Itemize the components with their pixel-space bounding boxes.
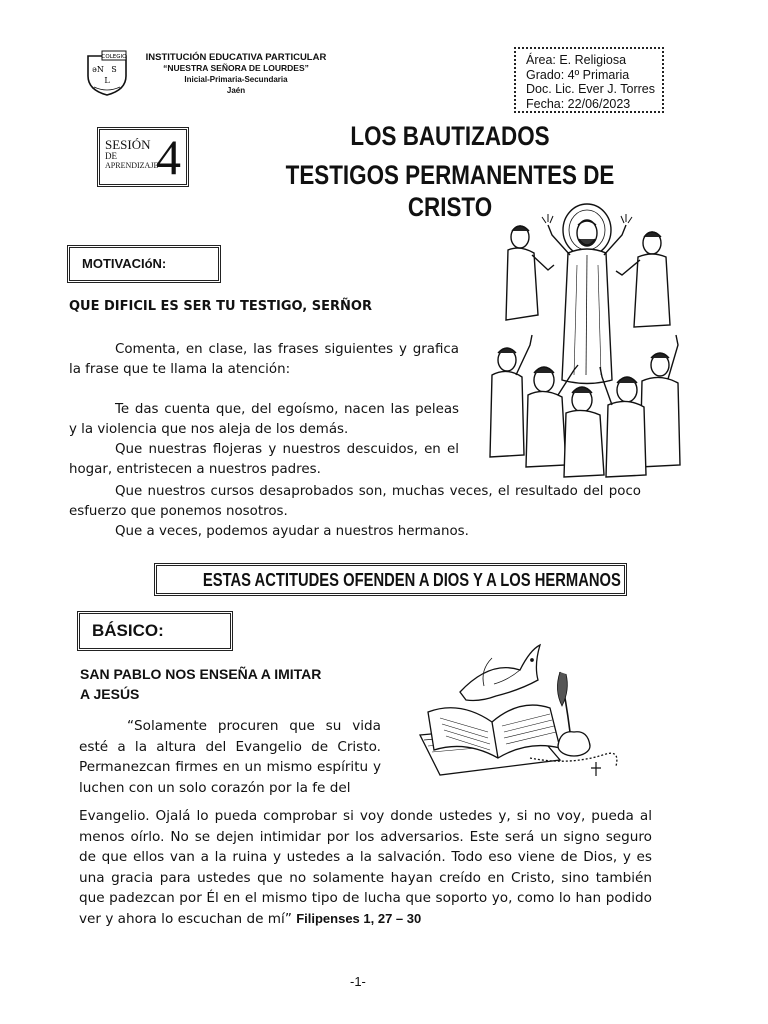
- basic-heading-line1: SAN PABLO NOS ENSEÑA A IMITAR: [80, 666, 322, 682]
- basic-heading: [80, 664, 321, 704]
- info-date: Fecha: 22/06/2023: [526, 96, 631, 111]
- scripture-quote-part1: “Solamente procuren que su vida esté a la altura del Evangelio de Cristo. Permanezcan firmes en un mismo espíritu y luchen con un solo corazón por la fe del: [79, 718, 381, 796]
- svg-text:ǝN: ǝN: [92, 65, 104, 74]
- motivation-paragraph: Que nuestros cursos desaprobados son, muchas veces, el resultado del poco esfuerzo que ponemos nosotros.: [69, 484, 641, 519]
- bible-dove-quill-illustration: [410, 640, 630, 790]
- institution-header: [136, 52, 336, 96]
- institution-subname: “NUESTRA SEÑORA DE LOURDES”: [163, 63, 309, 73]
- session-de: DE: [105, 151, 117, 161]
- motivation-label: MOTIVACIóN:: [82, 256, 167, 271]
- scripture-quote-text: Evangelio. Ojalá lo pueda comprobar si voy donde ustedes y, si no voy, pueda al menos oírlo. No se dejen intimidar por los adversarios. Este será un signo seguro de que ellos van a la ruina y ustedes a la salvación. Todo eso viene de Dios, y es una gracia para ustedes que no solamente hayan creído en Cristo, sino también que padezcan por Él en el mismo tipo de lucha que soporto yo, como lo han podido ver y ahora lo escuchan de mí”: [79, 808, 652, 927]
- school-logo: [84, 50, 130, 96]
- motivation-heading: QUE DIFICIL ES SER TU TESTIGO, SERÑOR: [69, 299, 372, 314]
- jesus-with-disciples-illustration: [482, 195, 692, 485]
- motivation-label-box: [67, 245, 221, 283]
- session-aprendizaje: APRENDIZAJE: [105, 161, 159, 170]
- attitudes-banner: [154, 563, 627, 596]
- page-title-line1: LOS BAUTIZADOS: [350, 121, 550, 151]
- scripture-quote-part2: [79, 806, 652, 929]
- motivation-paragraph: Que nuestras flojeras y nuestros descuidos, en el hogar, entristecen a nuestros padres.: [69, 442, 459, 477]
- logo-text: COLEGIO: [101, 54, 127, 60]
- page-number: -1-: [350, 974, 366, 989]
- session-box: [97, 127, 189, 187]
- motivation-paragraph: Comenta, en clase, las frases siguientes y grafica la frase que te llama la atención:: [69, 342, 459, 377]
- institution-name: INSTITUCIÓN EDUCATIVA PARTICULAR: [145, 52, 327, 63]
- motivation-paragraph: Te das cuenta que, del egoísmo, nacen las peleas y la violencia que nos aleja de los demás.: [69, 402, 459, 437]
- basic-label-box: [77, 611, 233, 651]
- info-area: Área: E. Religiosa: [526, 53, 627, 67]
- session-number: 4: [156, 129, 181, 185]
- institution-levels: Inicial-Primaria-Secundaria: [184, 75, 288, 84]
- basic-heading-line2: A JESÚS: [80, 686, 140, 702]
- scripture-reference: Filipenses 1, 27 – 30: [296, 910, 422, 926]
- motivation-paragraph: Que a veces, podemos ayudar a nuestros hermanos.: [115, 524, 469, 539]
- info-teacher: Doc. Lic. Ever J. Torres: [526, 82, 655, 96]
- basic-label: BÁSICO:: [92, 621, 164, 640]
- course-info-box: [514, 47, 664, 113]
- session-word: SESIÓN: [105, 137, 151, 152]
- page-title-line2: TESTIGOS PERMANENTES DE CRISTO: [285, 160, 615, 222]
- info-grade: Grado: 4º Primaria: [526, 67, 630, 82]
- attitudes-banner-text: ESTAS ACTITUDES OFENDEN A DIOS Y A LOS HERMANOS: [202, 570, 621, 590]
- svg-text:S: S: [111, 65, 117, 74]
- institution-city: Jaén: [226, 86, 246, 95]
- svg-text:L: L: [104, 76, 110, 85]
